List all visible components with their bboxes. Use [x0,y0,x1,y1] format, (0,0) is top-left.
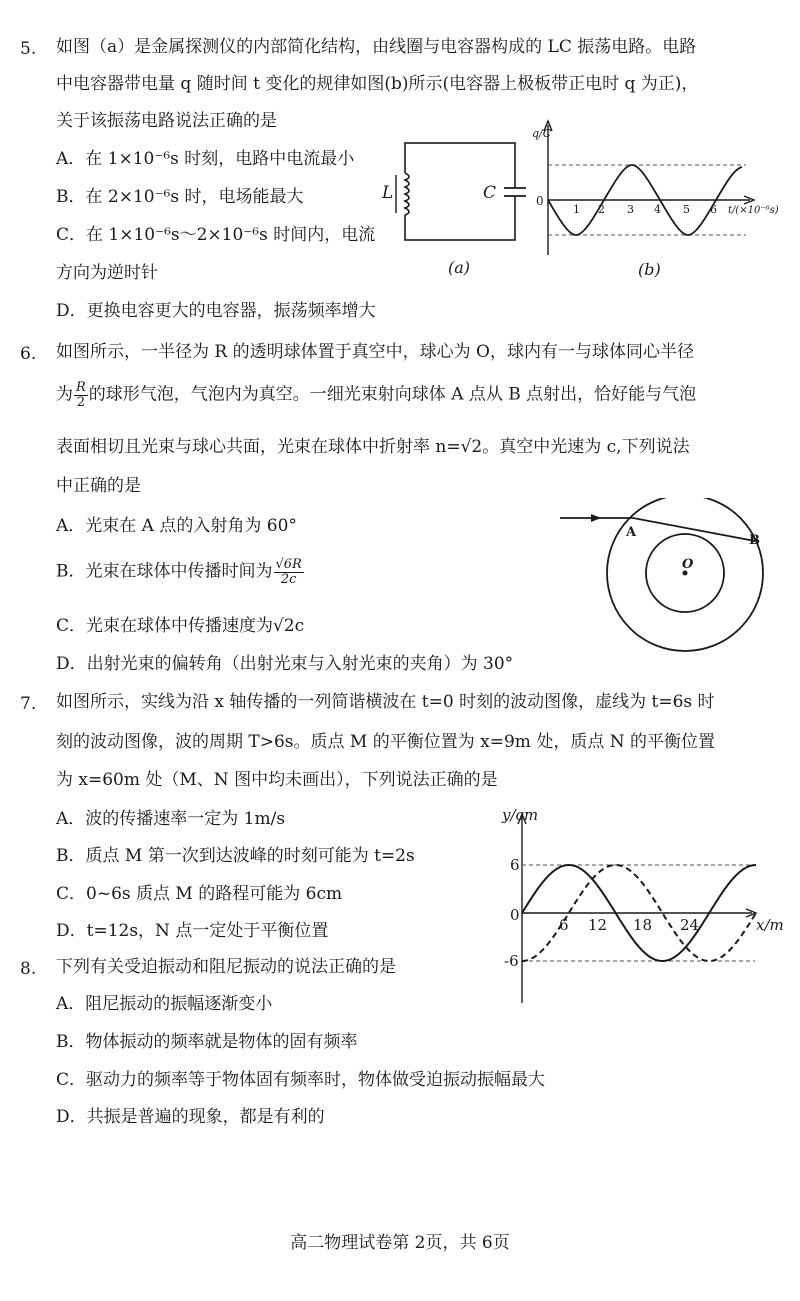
q8-option-a: A．阻尼振动的振幅逐渐变小 [56,994,273,1014]
label-O: O [682,557,694,572]
t-tick-5: 5 [683,203,690,216]
q7-option-c: C．0~6s 质点 M 的路程可能为 6cm [56,884,343,904]
t-axis-label: t/(×10⁻⁶s) [728,205,779,216]
t-tick-3: 3 [627,203,634,216]
q8-stem: 下列有关受迫振动和阻尼振动的说法正确的是 [56,957,396,977]
q5-number: 5. [20,39,37,59]
y-tick-6: 6 [510,856,520,874]
x-axis-label: x/m [756,916,784,934]
x-tick-18: 18 [633,916,653,934]
q7-stem-line-1: 如图所示，实线为沿 x 轴传播的一列简谐横波在 t=0 时刻的波动图像，虚线为 t=6s 时 [56,692,715,712]
label-B: B [749,533,760,548]
q6-option-b-fraction [274,558,304,586]
q6-option-b-text: B．光束在球体中传播时间为 [56,561,273,582]
x-tick-24: 24 [680,916,700,934]
q7-wave-chart [470,798,795,1013]
q7-stem-line-2: 刻的波动图像，波的周期 T>6s。质点 M 的平衡位置为 x=9m 处，质点 N 的平衡位置 [56,732,715,752]
ray-arrow [591,514,601,522]
q5-option-c-cont: 方向为逆时针 [56,263,158,283]
q5-option-c: C．在 1×10⁻⁶s～2×10⁻⁶s 时间内，电流 [56,225,376,245]
q6-option-b [56,558,305,586]
y-tick-0: 0 [510,906,520,924]
q6-fraction-r-over-2 [74,381,88,409]
t-tick-6: 6 [710,203,717,216]
q8-option-d: D．共振是普遍的现象，都是有利的 [56,1107,325,1127]
q8-number: 8. [20,959,37,979]
t-tick-2: 2 [598,203,605,216]
origin-label: 0 [536,194,544,208]
q6-sphere-figure [555,498,795,663]
q8-option-b: B．物体振动的频率就是物体的固有频率 [56,1032,358,1052]
q7-option-a: A．波的传播速率一定为 1m/s [56,809,286,829]
q-axis-label: q/C [532,127,552,140]
fig-b-caption: (b) [638,260,661,279]
q5-stem-line-2: 中电容器带电量 q 随时间 t 变化的规律如图(b)所示(电容器上极板带正电时 q 为正)， [56,74,699,94]
q5-option-b: B．在 2×10⁻⁶s 时，电场能最大 [56,187,304,207]
q5-option-d: D．更换电容更大的电容器，振荡频率增大 [56,301,376,321]
x-tick-12: 12 [588,916,608,934]
q6-stem-line-2-pre: 为 [56,384,73,405]
q6-option-c: C．光束在球体中传播速度为√2c [56,616,305,636]
q5-lc-circuit-figure [380,135,530,285]
q5-qt-graph [528,115,800,285]
q6-stem-line-3: 表面相切且光束与球心共面，光束在球体中折射率 n=√2。真空中光速为 c,下列说法 [56,437,690,457]
label-A: A [626,525,637,540]
frac-numerator: √6R [275,557,302,572]
fig-a-caption: (a) [448,258,471,277]
q6-option-a: A．光束在 A 点的入射角为 60° [56,516,297,536]
refracted-ray [633,518,755,541]
q7-option-b: B．质点 M 第一次到达波峰的时刻可能为 t=2s [56,846,415,866]
q6-number: 6. [20,344,37,364]
t-tick-1: 1 [573,203,580,216]
q8-option-c: C．驱动力的频率等于物体固有频率时，物体做受迫振动振幅最大 [56,1070,546,1090]
x-tick-6: 6 [559,916,569,934]
q7-option-d: D．t=12s，N 点一定处于平衡位置 [56,921,329,941]
q5-stem-line-3: 关于该振荡电路说法正确的是 [56,111,277,131]
q5-option-a: A．在 1×10⁻⁶s 时刻，电路中电流最小 [56,149,355,169]
page-footer: 高二物理试卷第 2页，共 6页 [290,1233,510,1253]
q6-option-d: D．出射光束的偏转角（出射光束与入射光束的夹角）为 30° [56,654,514,674]
q5-stem-line-1: 如图（a）是金属探测仪的内部简化结构，由线圈与电容器构成的 LC 振荡电路。电路 [56,37,697,57]
frac-numerator: R [76,380,86,395]
t-tick-4: 4 [654,203,661,216]
frac-denominator: 2c [280,571,297,587]
q7-stem-line-3: 为 x=60m 处（M、N 图中均未画出），下列说法正确的是 [56,770,498,790]
y-axis-label: y/cm [502,806,539,824]
label-L: L [382,183,394,203]
q6-stem-line-1: 如图所示，一半径为 R 的透明球体置于真空中，球心为 O，球内有一与球体同心半径 [56,342,694,362]
q7-number: 7. [20,694,37,714]
label-C: C [483,183,497,203]
q6-stem-line-2-post: 的球形气泡，气泡内为真空。一细光束射向球体 A 点从 B 点射出，恰好能与气泡 [88,384,697,405]
frac-denominator: 2 [76,394,86,410]
q6-stem-line-2 [56,381,696,409]
q6-stem-line-4: 中正确的是 [56,476,141,496]
y-tick-neg6: -6 [504,952,519,970]
